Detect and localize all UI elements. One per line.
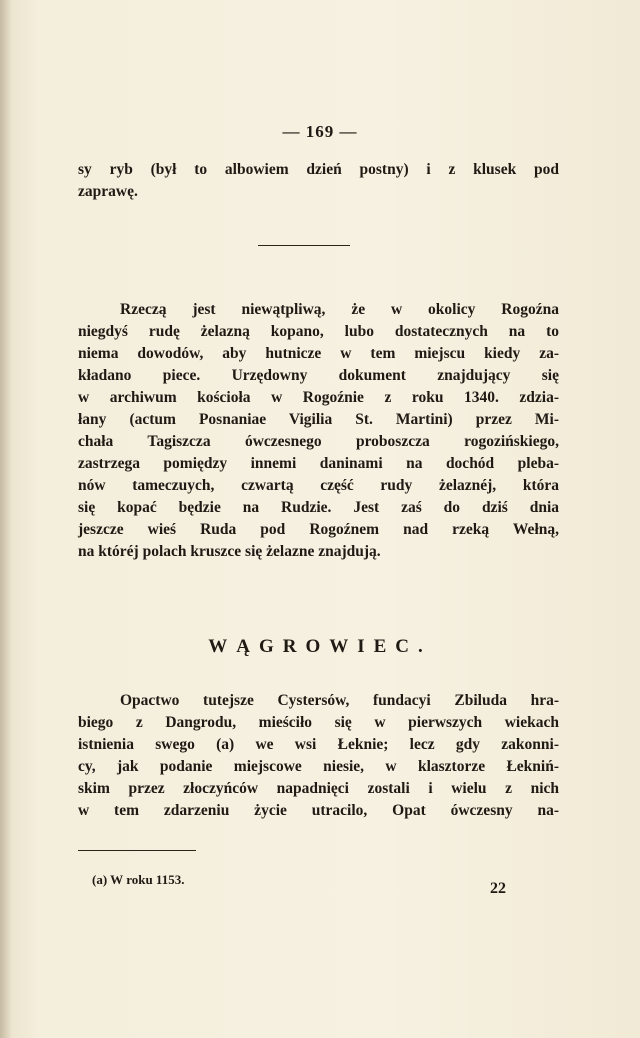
paragraph1-line-10: się kopać będzie na Rudzie. Jest zaś do dziś dnia: [78, 499, 559, 516]
signature-mark: 22: [490, 880, 506, 897]
footnote-rule: [78, 850, 196, 851]
paragraph2-line-5: skim przez złoczyńców napadnięci zostali i wielu z nich: [78, 780, 559, 797]
paragraph1-line-2: niegdyś rudę żelazną kopano, lubo dostatecznych na to: [78, 323, 559, 340]
paragraph1-line-6: łany (actum Posnaniae Vigilia St. Martini) przez Mi-: [78, 411, 559, 428]
paragraph1-line-4: kładano piece. Urzędowny dokument znajdujący się: [78, 367, 559, 384]
paragraph2-line-6: w tem zdarzeniu życie utracilo, Opat ówczesny na-: [78, 802, 559, 819]
page-edge-shadow: [0, 0, 12, 1038]
footnote: (a) W roku 1153.: [92, 872, 185, 887]
paragraph2-line-2: biego z Dangrodu, mieściło się w pierwszych wiekach: [78, 714, 559, 731]
paragraph1-line-3: niema dowodów, aby hutnicze w tem miejscu kiedy za-: [78, 345, 559, 362]
section-divider: [258, 245, 350, 246]
page-number-header: — 169 —: [282, 122, 358, 141]
intro-line-2: zaprawę.: [78, 183, 138, 200]
paragraph1-line-7: chała Tagiszcza ówczesnego proboszcza rogozińskiego,: [78, 433, 559, 450]
paragraph2-line-4: cy, jak podanie miejscowe niesie, w klasztorze Łekniń-: [78, 758, 559, 775]
section-heading: WĄGROWIEC.: [208, 636, 432, 657]
paragraph2-line-1: Opactwo tutejsze Cystersów, fundacyi Zbiluda hra-: [120, 692, 559, 709]
paragraph1-line-9: nów tameczuych, czwartą część rudy żelaznéj, która: [78, 477, 559, 494]
paragraph1-line-11: jeszcze wieś Ruda pod Rogoźnem nad rzeką Wełną,: [78, 521, 559, 538]
paragraph1-line-12: na któréj polach kruszce się żelazne znajdują.: [78, 543, 381, 560]
paragraph1-line-5: w archiwum kościoła w Rogoźnie z roku 1340. zdzia-: [78, 389, 559, 406]
paragraph1-line-1: Rzeczą jest niewątpliwą, że w okolicy Rogoźna: [120, 301, 559, 318]
intro-line-1: sy ryb (był to albowiem dzień postny) i z klusek pod: [78, 161, 559, 178]
paragraph1-line-8: zastrzega pomiędzy innemi daninami na dochód pleba-: [78, 455, 559, 472]
paragraph2-line-3: istnienia swego (a) we wsi Łeknie; lecz gdy zakonni-: [78, 736, 559, 753]
